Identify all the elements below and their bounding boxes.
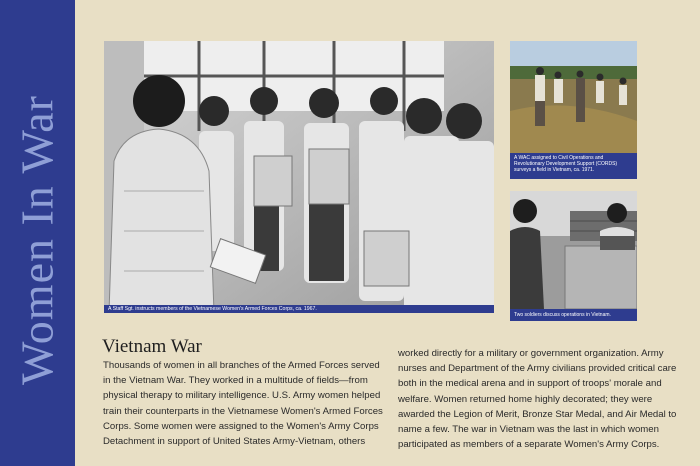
section-heading: Vietnam War bbox=[102, 336, 202, 357]
bottom-right-photo bbox=[510, 191, 637, 321]
sidebar-title: Women In War bbox=[11, 95, 63, 385]
body-column-1: Thousands of women in all branches of the Armed Forces served in the Vietnam War. They worked in a multitude of fields—from physical therapy to military intelligence. U.S. Army women helped train their counterparts in the Vietnamese Women's Armed Forces Corps. Some women were assigned to the Women's Army Corps Detachment in support of United States Army-Vietnam, others bbox=[103, 360, 383, 448]
sidebar bbox=[0, 0, 75, 466]
top-right-photo bbox=[510, 41, 637, 179]
main-photo-caption: A Staff Sgt. instructs members of the Vietnamese Women's Armed Forces Corps, ca. 1967. bbox=[104, 305, 494, 313]
bottom-right-photo-image bbox=[510, 191, 637, 321]
bottom-right-photo-caption: Two soldiers discuss operations in Vietnam. bbox=[510, 309, 637, 321]
top-right-photo-caption: A WAC assigned to Civil Operations and Revolutionary Development Support (CORDS) surveys a field in Vietnam, ca. 1971. bbox=[510, 153, 637, 179]
body-column-2: worked directly for a military or government organization. Army nurses and Department of the Army civilians provided critical care both in the medical arena and in support of troops' morale and welfare. Women returned home highly decorated; they were awarded the Legion of Merit, Bronze Star Medal, and Air Medal to name a few. The war in Vietnam was the last in which women participated as members of a separate Women's Army Corps. bbox=[398, 348, 677, 451]
main-photo bbox=[104, 41, 494, 313]
main-photo-image bbox=[104, 41, 494, 313]
